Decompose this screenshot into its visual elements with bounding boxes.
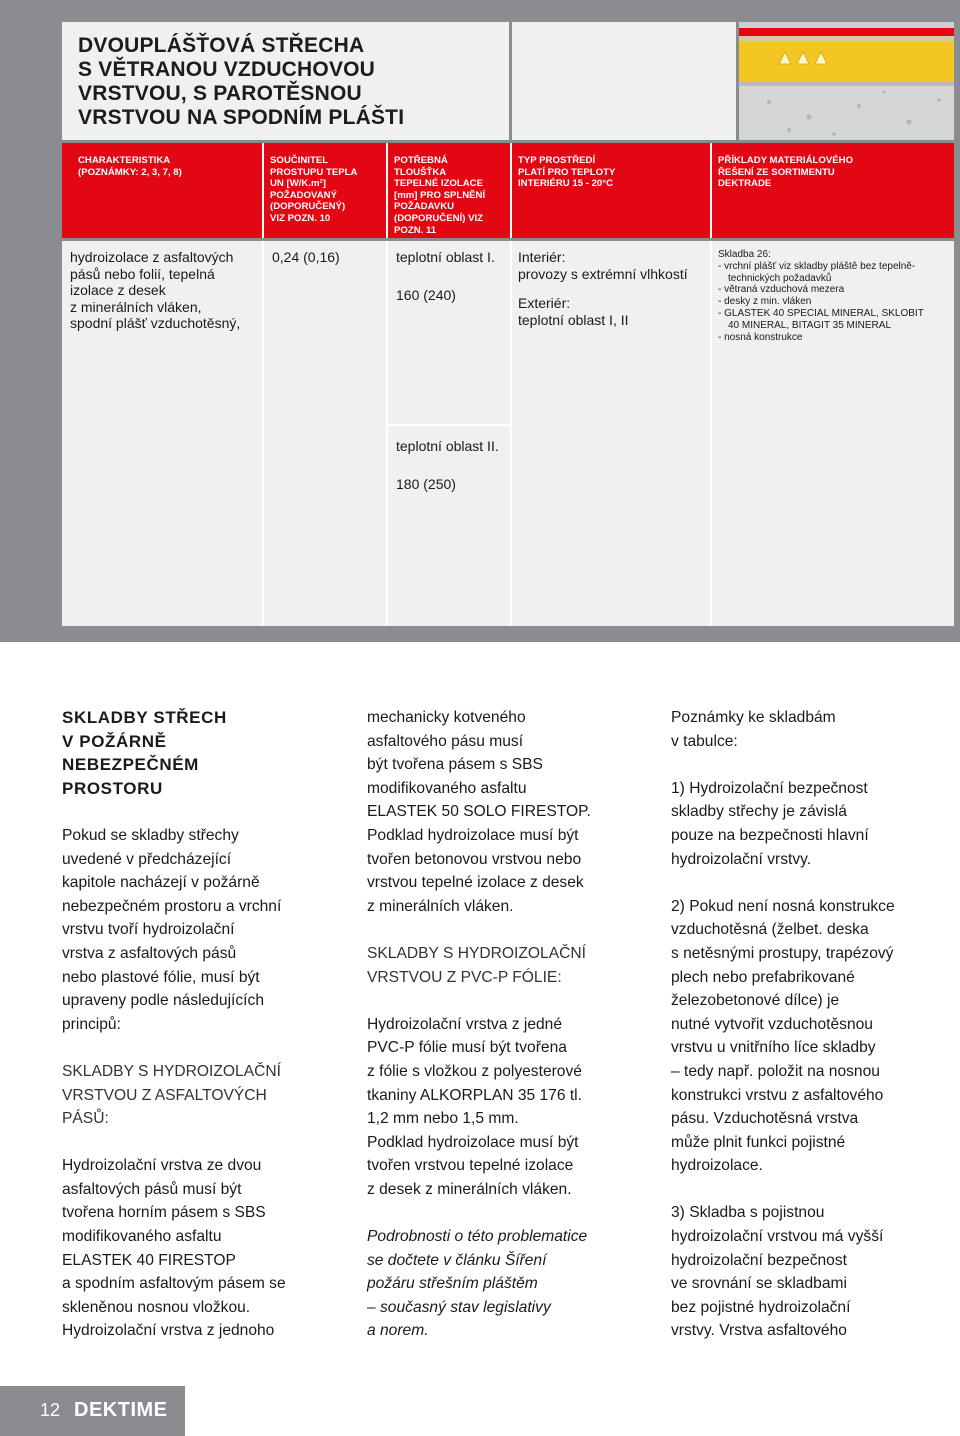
- paragraph: 1) Hydroizolační bezpečnost skladby střechy je závislá pouze na bezpečnosti hlavní hydroizolační vrstvy.: [671, 779, 869, 868]
- header-material-examples: PŘÍKLADY MATERIÁLOVÉHO ŘEŠENÍ ZE SORTIMENTU DEKTRADE: [718, 155, 854, 190]
- header-divider: [262, 143, 264, 238]
- paragraph: Hydroizolační vrstva ze dvou asfaltových pásů musí být tvořena horním pásem s SBS modifikovaného asfaltu ELASTEK 40 FIRESTOP a spodním asfaltovým pásem se skleněnou nosnou vložkou. Hydroizolační vrstva z jednoho: [62, 1157, 286, 1340]
- header-environment: TYP PROSTŘEDÍ PLATÍ PRO TEPLOTY INTERIÉRU 15 - 20°C: [518, 155, 616, 190]
- roof-layers-drawing: [739, 22, 954, 140]
- cell-environment: Interiér: provozy s extrémní vlhkostí Exteriér: teplotní oblast I, II: [518, 249, 688, 328]
- header-divider: [710, 143, 712, 238]
- cell-zone1-label: teplotní oblast I.: [396, 249, 495, 265]
- column-separator: [262, 241, 264, 626]
- paragraph: 3) Skladba s pojistnou hydroizolační vrstvou má vyšší hydroizolační bezpečnost ve srovnání se skladbami bez pojistné hydroizolační vrstvy. Vrstva asfaltového: [671, 1204, 884, 1340]
- page-number: 12: [40, 1400, 61, 1420]
- cell-zone2-label: teplotní oblast II.: [396, 438, 499, 454]
- title-line: DVOUPLÁŠŤOVÁ STŘECHA: [78, 34, 365, 57]
- cell-zone1-value: 160 (240): [396, 287, 456, 303]
- section-title: [78, 34, 498, 130]
- title-line: VRSTVOU, S PAROTĚSNOU: [78, 82, 362, 105]
- subheading: SKLADBY S HYDROIZOLAČNÍ VRSTVOU Z PVC-P FÓLIE:: [367, 944, 586, 986]
- roof-section-illustration: [739, 22, 954, 140]
- cell-characteristic: hydroizolace z asfaltových pásů nebo folií, tepelná izolace z desek z minerálních vláken, spodní plášť vzduchotěsný,: [70, 249, 241, 331]
- column-separator: [386, 241, 388, 626]
- header-divider: [510, 143, 512, 238]
- header-insulation-thickness: POTŘEBNÁ TLOUŠŤKA TEPELNÉ IZOLACE [mm] PRO SPLNĚNÍ POŽADAVKU (DOPORUČENÍ) VIZ POZN. 11: [394, 155, 486, 236]
- header-u-value: SOUČINITEL PROSTUPU TEPLA UN [W/K.m²] POŽADOVANÝ (DOPORUČENÝ) VIZ POZN. 10: [270, 155, 358, 224]
- italic-reference: Podrobnosti o této problematice se dočtete v článku Šíření požáru střešním pláštěm – současný stav legislativy a norem.: [367, 1228, 588, 1340]
- image-panel-left: [512, 22, 736, 140]
- article-column-2: [367, 706, 657, 1367]
- title-line: S VĚTRANOU VZDUCHOVOU: [78, 58, 376, 81]
- cell-u-value: 0,24 (0,16): [272, 249, 340, 265]
- article-column-3: [671, 706, 957, 1367]
- article-heading: SKLADBY STŘECH V POŽÁRNĚ NEBEZPEČNÉM PROSTORU: [62, 708, 227, 798]
- column-separator: [510, 241, 512, 626]
- paragraph: Poznámky ke skladbám v tabulce:: [671, 709, 836, 750]
- paragraph: mechanicky kotveného asfaltového pásu musí být tvořena pásem s SBS modifikovaného asfaltu ELASTEK 50 SOLO FIRESTOP. Podklad hydroizolace musí být tvořen betonovou vrstvou nebo vrstvou tepelné izolace z desek z minerálních vláken.: [367, 709, 591, 915]
- paragraph: Hydroizolační vrstva z jedné PVC-P fólie musí být tvořena z fólie s vložkou z polyesterové tkaniny ALKORPLAN 35 176 tl. 1,2 mm nebo 1,5 mm. Podklad hydroizolace musí být tvořen vrstvou tepelné izolace z desek z minerálních vláken.: [367, 1015, 582, 1198]
- article-column-1: [62, 706, 352, 1367]
- title-line: VRSTVOU NA SPODNÍM PLÁŠTI: [78, 106, 405, 129]
- cell-zone2-value: 180 (250): [396, 476, 456, 492]
- paragraph: Pokud se skladby střechy uvedené v předcházející kapitole nacházejí v požárně nebezpečném prostoru a vrchní vrstvu tvoří hydroizolační vrstva z asfaltových pásů nebo plastové fólie, musí být upraveny podle následujících principů:: [62, 826, 282, 1033]
- header-characteristic: CHARAKTERISTIKA (POZNÁMKY: 2, 3, 7, 8): [78, 155, 182, 178]
- subheading: SKLADBY S HYDROIZOLAČNÍ VRSTVOU Z ASFALTOVÝCH PÁSŮ:: [62, 1062, 281, 1128]
- header-divider: [386, 143, 388, 238]
- cell-material-example: Skladba 26: - vrchní plášť viz skladby pláště bez tepelně- technických požadavků - větraná vzduchová mezera - desky z min. vláken - GLASTEK 40 SPECIAL MINERAL, SKLOBIT 40 MINERAL, BITAGIT 35 MINERAL - nosná konstrukce: [718, 249, 924, 343]
- row-separator: [388, 424, 510, 426]
- paragraph: 2) Pokud není nosná konstrukce vzduchotěsná (želbet. deska s netěsnými prostupy, trapézový plech nebo prefabrikované železobetonové dílce) je nutné vytvořit vzduchotěsnou vrstvu u vnitřního líce skladby – tedy např. položit na nosnou konstrukci vrstvu z asfaltového pásu. Vzduchotěsná vrstva může plnit funkci pojistné hydroizolace.: [671, 897, 895, 1175]
- brand-logo-text: DEKTIME: [74, 1399, 168, 1421]
- column-separator: [710, 241, 712, 626]
